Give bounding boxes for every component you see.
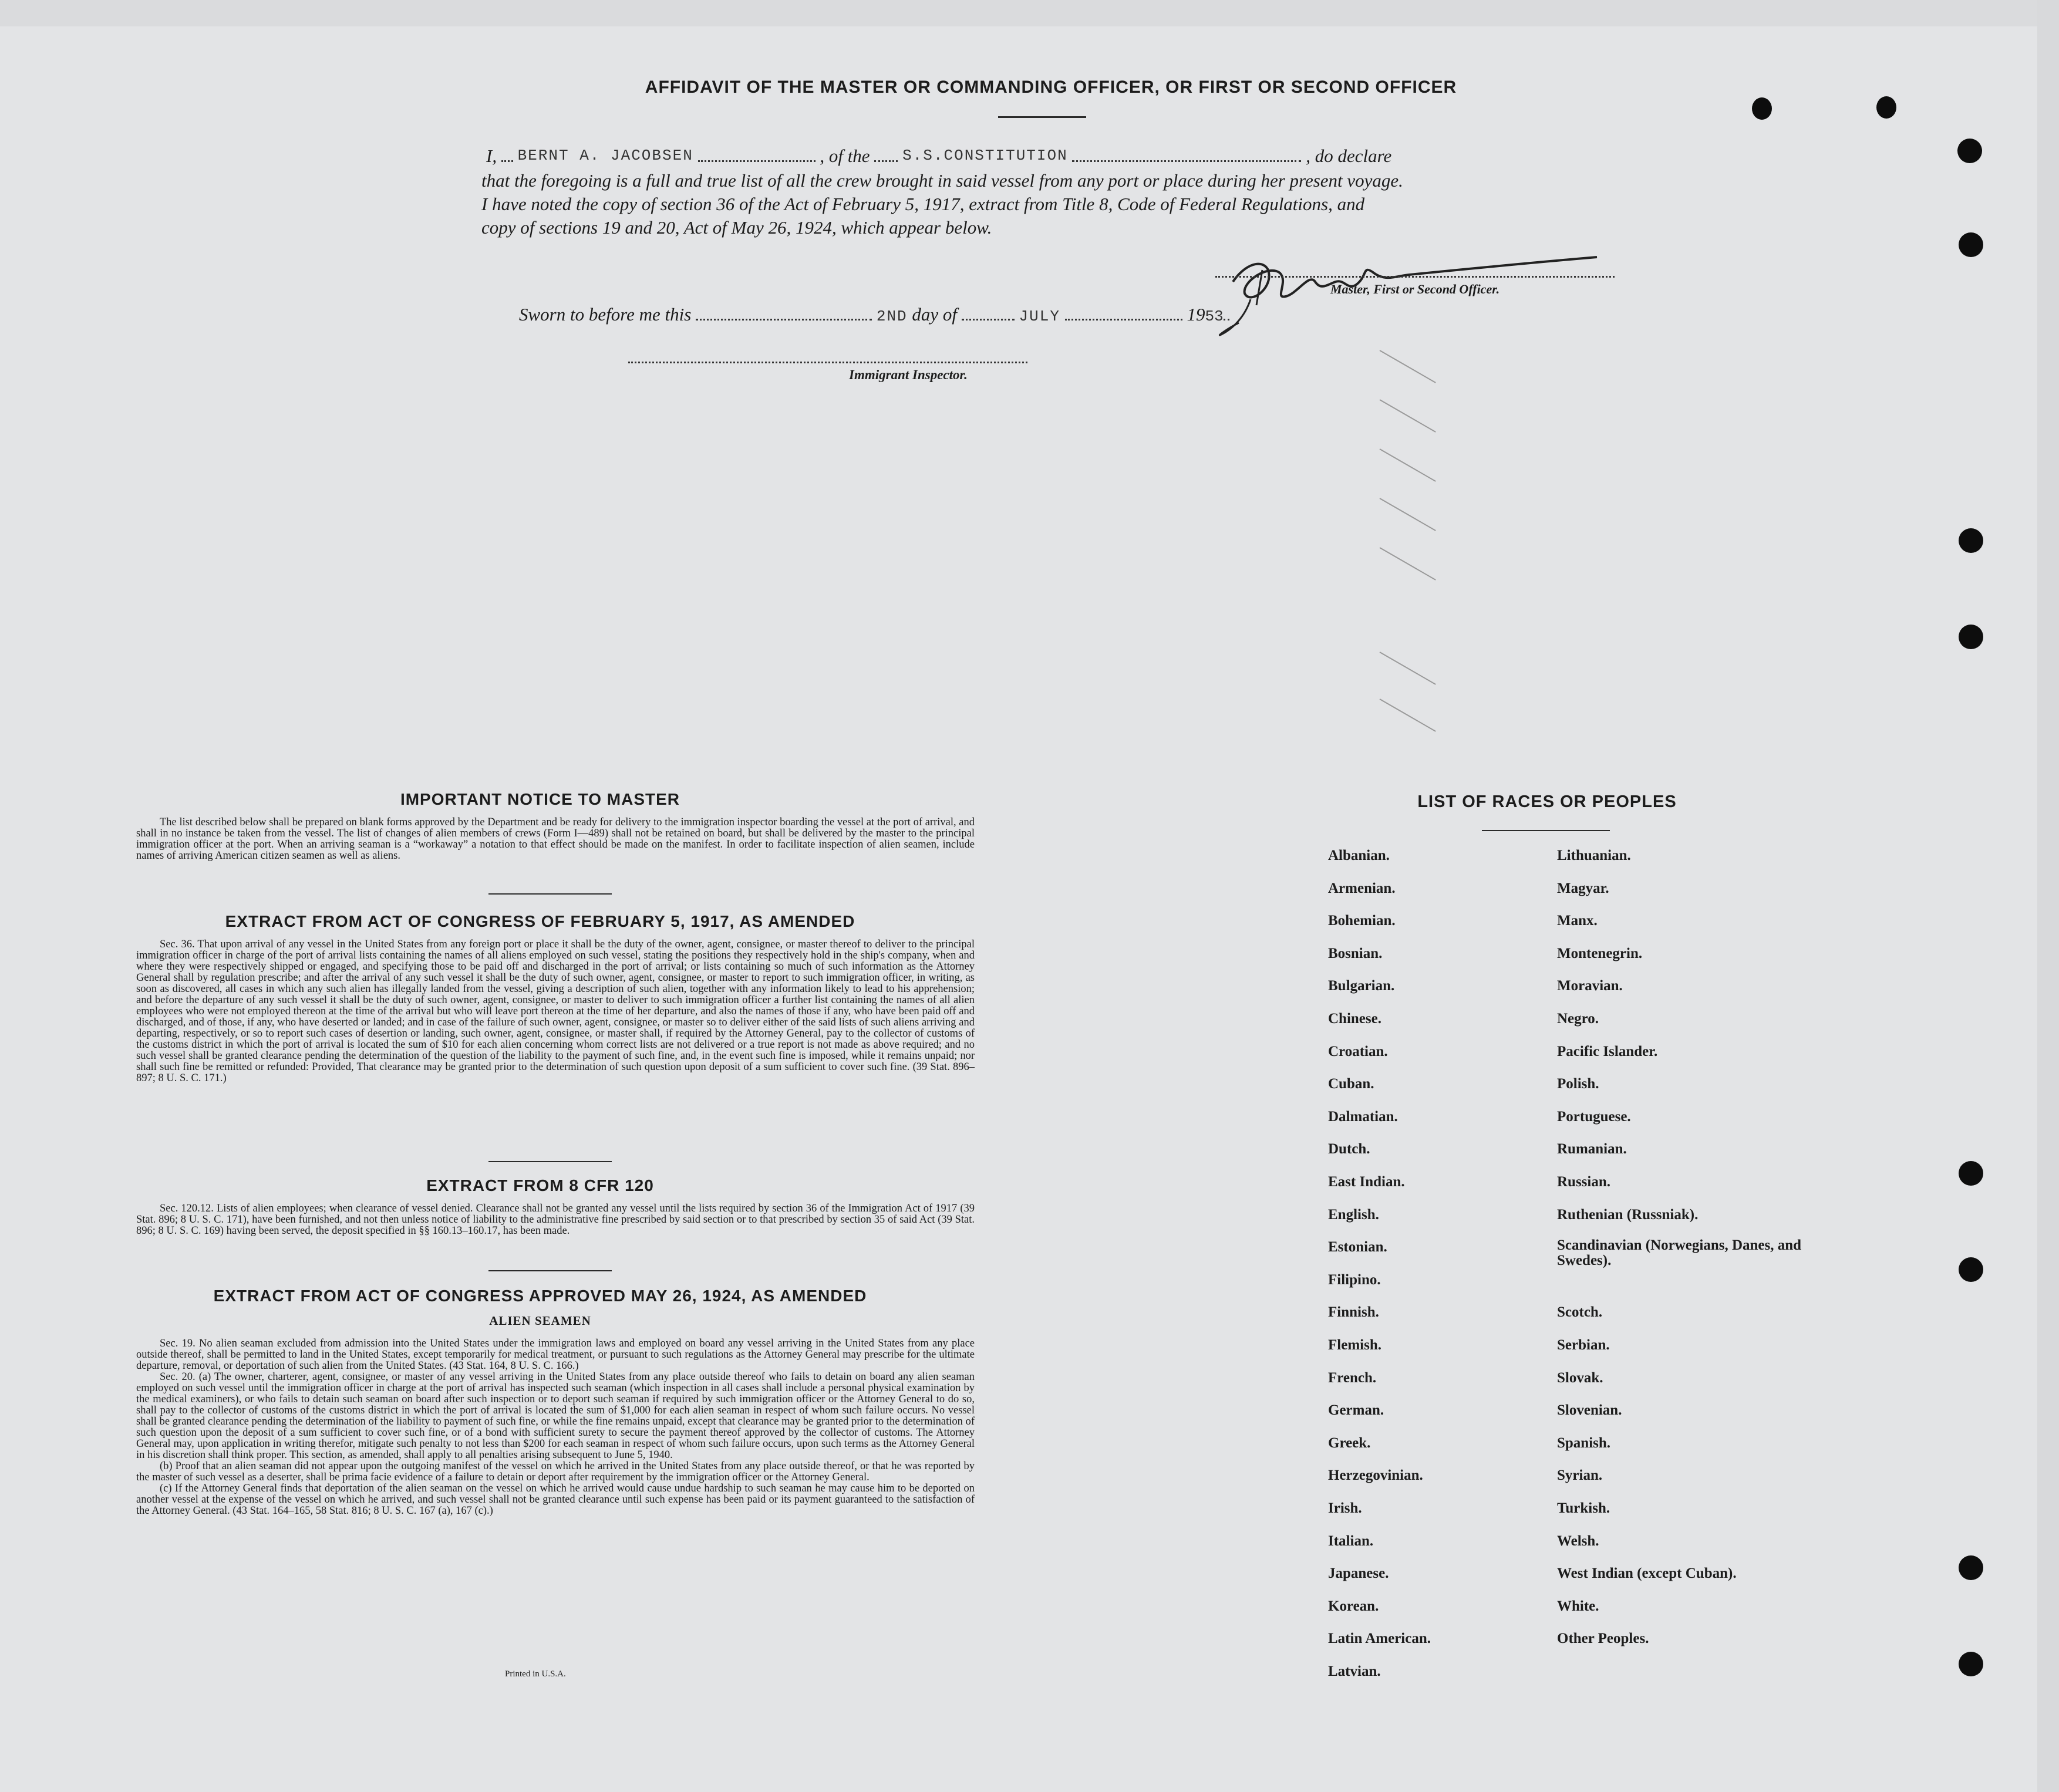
section-divider bbox=[488, 1161, 612, 1162]
race-item: Bulgarian. bbox=[1328, 978, 1395, 994]
race-item: Korean. bbox=[1328, 1598, 1379, 1614]
race-item: Negro. bbox=[1557, 1011, 1599, 1027]
race-item: Armenian. bbox=[1328, 880, 1396, 896]
signature-line bbox=[1215, 276, 1615, 278]
declaration-line-1 bbox=[486, 146, 1391, 167]
bleed-mark bbox=[1380, 547, 1436, 581]
declaration-line-4: copy of sections 19 and 20, Act of May 26, 1924, which appear below. bbox=[481, 217, 992, 238]
race-item: Greek. bbox=[1328, 1435, 1371, 1451]
race-item: White. bbox=[1557, 1598, 1599, 1614]
punch-hole bbox=[1957, 139, 1982, 163]
punch-hole bbox=[1959, 1555, 1983, 1580]
bleed-mark bbox=[1380, 350, 1436, 383]
race-item: English. bbox=[1328, 1206, 1379, 1223]
bleed-mark bbox=[1380, 448, 1436, 482]
race-item: Other Peoples. bbox=[1557, 1631, 1649, 1647]
fill-dots bbox=[874, 146, 898, 162]
race-item: French. bbox=[1328, 1369, 1377, 1386]
race-item: Italian. bbox=[1328, 1533, 1374, 1549]
inspector-signature-line bbox=[628, 362, 1027, 363]
punch-hole bbox=[1959, 528, 1983, 553]
notice-title: IMPORTANT NOTICE TO MASTER bbox=[400, 790, 680, 808]
race-item: Syrian. bbox=[1557, 1467, 1603, 1484]
sworn-month: JULY bbox=[1019, 308, 1060, 325]
race-item: Welsh. bbox=[1557, 1533, 1599, 1549]
sworn-line bbox=[519, 304, 1229, 325]
race-item: Lithuanian. bbox=[1557, 848, 1631, 863]
punch-hole bbox=[1959, 1161, 1983, 1186]
race-item: Polish. bbox=[1557, 1076, 1599, 1092]
master-name: BERNT A. JACOBSEN bbox=[517, 147, 693, 164]
section-divider bbox=[488, 1270, 612, 1271]
title-divider bbox=[998, 116, 1086, 118]
race-item: Scotch. bbox=[1557, 1304, 1603, 1321]
race-item: Estonian. bbox=[1328, 1239, 1387, 1256]
bleed-mark bbox=[1380, 652, 1436, 685]
sec19-text: Sec. 19. No alien seaman excluded from admission into the United States under the immigration laws and employed on board any vessel arriving in the United States from any place outside thereof, shall be permitted to land in the United States, except temporarily for medical treatment, or pursuant to such regulations as the Attorney General may prescribe for the ultimate departure, removal, or deportation of such alien from the United States. (43 Stat. 164, 8 U. S. C. 166.) bbox=[136, 1338, 975, 1372]
race-item: Cuban. bbox=[1328, 1076, 1374, 1092]
declaration-line-2: that the foregoing is a full and true list of all the crew brought in said vessel from any port or place during her present voyage. bbox=[481, 170, 1403, 191]
bleed-mark bbox=[1380, 498, 1436, 531]
race-item: Manx. bbox=[1557, 913, 1598, 929]
races-title-underline bbox=[1482, 830, 1610, 831]
sworn-year: 53 bbox=[1205, 308, 1224, 325]
race-item: East Indian. bbox=[1328, 1174, 1405, 1190]
punch-hole bbox=[1876, 96, 1896, 119]
sworn-year-prefix: 19 bbox=[1187, 304, 1205, 325]
race-item: Portuguese. bbox=[1557, 1108, 1631, 1125]
vessel-name: S.S.CONSTITUTION bbox=[902, 147, 1068, 164]
race-item: Turkish. bbox=[1557, 1500, 1610, 1516]
declaration-prefix: I, bbox=[486, 146, 497, 166]
race-item: Serbian. bbox=[1557, 1337, 1610, 1353]
race-item: Russian. bbox=[1557, 1174, 1611, 1190]
fill-dots bbox=[501, 146, 513, 162]
race-item: Slovak. bbox=[1557, 1369, 1603, 1386]
signature-label: Master, First or Second Officer. bbox=[1330, 282, 1500, 296]
race-item: Albanian. bbox=[1328, 848, 1390, 863]
extract-1924-text bbox=[136, 1338, 975, 1517]
extract-1917-text: Sec. 36. That upon arrival of any vessel in the United States from any foreign port or place it shall be the duty of the owner, agent, consignee, or master thereof to deliver to the principal immigration officer in charge of the port of arrival lists containing the names of all aliens employed on such vessel, stating the positions they respectively hold in the ship's company, when and where they were respectively shipped or engaged, and specifying those to be paid off and discharged in the port of arrival; or lists containing so much of such information as the Attorney General shall by regulation prescribe; and after the arrival of any such vessel it shall be the duty of such owner, agent, consignee, or master to report to such immigration officer, in writing, as soon as discovered, all cases in which any such alien has illegally landed from the vessel, giving a description of such alien, together with any information likely to lead to his apprehension; and before the departure of any such vessel it shall be the duty of such owner, agent, consignee, or master to deliver to such immigration officer a further list containing the names of all alien employees who were not employed thereon at the time of the arrival but who will leave port thereon at the time of her departure, and also the names of those if any, who have been paid off and discharged, and of those, if any, who have deserted or landed; and in case of the failure of such owner, agent, consignee, or master so to deliver either of the said lists of such aliens arriving and departing, respectively, or so to report such cases of desertion or landing, such owner, agent, consignee, or master shall, if required by the Attorney General, pay to the collector of customs of the customs district in which the port of arrival is located the sum of $10 for each alien concerning whom correct lists are not delivered or a true report is not made as above required; and no such vessel shall be granted clearance pending the determination of the question of the liability to the payment of such fine, and, in the event such fine is imposed, while it remains unpaid; nor shall such fine be remitted or refunded: Provided, That clearance may be granted prior to the determination of such question upon deposit of a sum sufficient to cover such fine. (39 Stat. 896–897; 8 U. S. C. 171.) bbox=[136, 939, 975, 1084]
fill-dots bbox=[1065, 305, 1182, 320]
race-item: Dalmatian. bbox=[1328, 1108, 1398, 1125]
extract-1924-title: EXTRACT FROM ACT OF CONGRESS APPROVED MAY 26, 1924, AS AMENDED bbox=[213, 1287, 867, 1305]
race-item: Dutch. bbox=[1328, 1141, 1370, 1157]
race-item: Flemish. bbox=[1328, 1337, 1381, 1353]
extract-cfr-title: EXTRACT FROM 8 CFR 120 bbox=[426, 1176, 654, 1194]
declaration-line-3: I have noted the copy of section 36 of the Act of February 5, 1917, extract from Title 8, Code of Federal Regulations, and bbox=[481, 194, 1365, 214]
race-item: Irish. bbox=[1328, 1500, 1362, 1516]
race-item: Scandinavian (Norwegians, Danes, and Swedes). bbox=[1557, 1237, 1802, 1269]
page-right-edge bbox=[2037, 0, 2059, 1792]
bleed-mark bbox=[1380, 698, 1436, 732]
affidavit-title: AFFIDAVIT OF THE MASTER OR COMMANDING OFFICER, OR FIRST OR SECOND OFFICER bbox=[645, 77, 1457, 97]
declaration-mid: , of the bbox=[820, 146, 870, 166]
fill-dots bbox=[696, 305, 872, 320]
sec20b-text: (b) Proof that an alien seaman did not appear upon the outgoing manifest of the vessel on which he arrived in the United States from any place outside thereof, or that he was reported by the master of such vessel as a deserter, shall be prima facie evidence of a failure to detain or deport after requirement by the immigration officer or the Attorney General. bbox=[136, 1460, 975, 1483]
race-item: Japanese. bbox=[1328, 1565, 1389, 1582]
alien-seamen-subtitle: ALIEN SEAMEN bbox=[489, 1314, 591, 1328]
sec20c-text: (c) If the Attorney General finds that deportation of the alien seaman on the vessel on which he arrived would cause undue hardship to such seaman he may cause him to be deported on another vessel at the expense of the vessel on which he arrived, and such vessel shall not be granted clearance until such expense has been paid or its payment guaranteed to the satisfaction of the Attorney General. (43 Stat. 164–165, 58 Stat. 816; 8 U. S. C. 167 (a), 167 (c).) bbox=[136, 1483, 975, 1517]
extract-cfr-text: Sec. 120.12. Lists of alien employees; when clearance of vessel denied. Clearance shall not be granted any vessel until the lists required by section 36 of the Immigration Act of 1917 (39 Stat. 896; 8 U. S. C. 171), have been furnished, and not then unless notice of liability to the administrative fine prescribed by said section or to that prescribed by section 35 of said Act (39 Stat. 896; 8 U. S. C. 169) having been served, the deposit specified in §§ 160.13–160.17, has been made. bbox=[136, 1203, 975, 1237]
race-item: Bosnian. bbox=[1328, 945, 1383, 961]
sec20a-text: Sec. 20. (a) The owner, charterer, agent, consignee, or master of any vessel arriving in the United States from any place outside thereof who fails to detain on board any alien seaman employed on such vessel until the immigration officer in charge at the port of arrival has inspected such seaman (which inspection in all cases shall include a personal physical examination by the medical examiners), or who fails to detain such seaman on board after such inspection or to deport such seaman if required by such immigration officer or the Attorney General to do so, shall pay to the collector of customs of the customs district in which the port of arrival is located the sum of $1,000 for each alien seaman in respect of whom such failure occurs. No vessel shall be granted clearance pending the determination of the liability to payment of such fine, or while the fine remains unpaid, except that clearance may be granted prior to the determination of such question upon the deposit of a sum sufficient to cover such fine, or of a bond with sufficient surety to secure the payment thereof approved by the collector of customs. The Attorney General may, upon application in writing therefor, mitigate such penalty to not less than $200 for each seaman in respect of whom such failure occurs, upon such terms as the Attorney General in his discretion shall think proper. This section, as amended, shall apply to all penalties arising subsequent to June 5, 1940. bbox=[136, 1371, 975, 1461]
fill-dots bbox=[962, 305, 1015, 320]
race-item: Latin American. bbox=[1328, 1631, 1431, 1647]
extract-1917-title: EXTRACT FROM ACT OF CONGRESS OF FEBRUARY 5, 1917, AS AMENDED bbox=[225, 912, 855, 930]
race-item: German. bbox=[1328, 1402, 1384, 1419]
punch-hole bbox=[1959, 1257, 1983, 1282]
bleed-mark bbox=[1380, 399, 1436, 433]
race-item: Bohemian. bbox=[1328, 913, 1396, 929]
race-item: Spanish. bbox=[1557, 1435, 1611, 1451]
fill-dots bbox=[1072, 146, 1301, 162]
punch-hole bbox=[1959, 1652, 1983, 1676]
section-divider bbox=[488, 893, 612, 895]
race-item: West Indian (except Cuban). bbox=[1557, 1565, 1737, 1582]
race-item: Chinese. bbox=[1328, 1011, 1381, 1027]
sworn-prefix: Sworn to before me this bbox=[519, 304, 692, 325]
fill-dots bbox=[1224, 305, 1229, 320]
race-item: Finnish. bbox=[1328, 1304, 1379, 1321]
race-item: Filipino. bbox=[1328, 1271, 1381, 1288]
race-item: Moravian. bbox=[1557, 978, 1623, 994]
race-item: Latvian. bbox=[1328, 1663, 1381, 1679]
races-title: LIST OF RACES OR PEOPLES bbox=[1417, 792, 1677, 811]
race-item: Ruthenian (Russniak). bbox=[1557, 1206, 1699, 1223]
race-item: Slovenian. bbox=[1557, 1402, 1622, 1419]
declaration-suffix: , do declare bbox=[1306, 146, 1392, 166]
race-item: Croatian. bbox=[1328, 1043, 1388, 1059]
inspector-label: Immigrant Inspector. bbox=[849, 367, 968, 382]
notice-text: The list described below shall be prepared on blank forms approved by the Department and be ready for delivery to the immigration inspector boarding the vessel at the port of arrival, and shall in no instance be taken from the vessel. The list of changes of alien members of crews (Form I—489) shall not be retained on board, but shall be delivered by the master to the principal immigration officer at the port. When an arriving seaman is a “workaway” a notation to that effect should be made on the manifest. In order to facilitate inspection of alien seamen, include names of arriving American citizen seamen as well as aliens. bbox=[136, 816, 975, 862]
fill-dots bbox=[698, 146, 815, 162]
page-top-border bbox=[0, 0, 2059, 26]
punch-hole bbox=[1752, 97, 1772, 120]
race-item: Rumanian. bbox=[1557, 1141, 1627, 1157]
punch-hole bbox=[1959, 232, 1983, 257]
sworn-day: 2ND bbox=[876, 308, 908, 325]
race-item: Magyar. bbox=[1557, 880, 1609, 896]
printed-in-usa: Printed in U.S.A. bbox=[505, 1669, 566, 1679]
race-item: Herzegovinian. bbox=[1328, 1467, 1423, 1484]
race-item: Montenegrin. bbox=[1557, 945, 1643, 961]
punch-hole bbox=[1959, 625, 1983, 649]
race-item: Pacific Islander. bbox=[1557, 1043, 1658, 1059]
sworn-day-of: day of bbox=[912, 304, 958, 325]
